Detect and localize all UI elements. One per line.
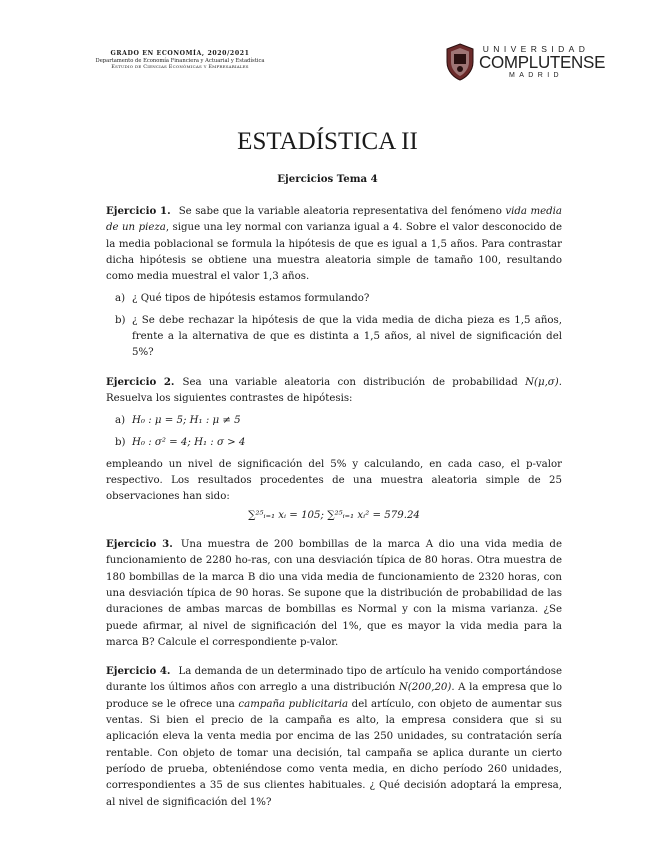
exercise-2-statement bbox=[106, 374, 562, 408]
list-item bbox=[106, 291, 562, 307]
header-degree: GRADO EN ECONOMÍA, 2020/2021 bbox=[110, 50, 250, 57]
exercise-2-items bbox=[106, 413, 562, 451]
page-subtitle: Ejercicios Tema 4 bbox=[277, 173, 378, 185]
list-item bbox=[106, 313, 562, 362]
exercise-2 bbox=[106, 374, 562, 524]
header-department: Departamento de Economía Financiera y Actuarial y Estadística bbox=[95, 57, 265, 64]
exercise-4 bbox=[106, 663, 562, 811]
exercise-3-statement bbox=[106, 536, 562, 651]
logo-complutense: COMPLUTENSE bbox=[479, 52, 606, 73]
exercise-4-emphasis: campaña publicitaria bbox=[238, 698, 349, 710]
item-marker: a) bbox=[115, 293, 126, 305]
crest-icon bbox=[443, 42, 477, 82]
header-faculty: Estudio de Ciencias Económicas y Empresariales bbox=[111, 64, 249, 71]
exercises bbox=[106, 203, 562, 823]
exercise-2-label: Ejercicio 2. bbox=[106, 375, 175, 388]
logo-universidad: UNIVERSIDAD bbox=[482, 44, 590, 54]
exercise-1-text-a: Se sabe que la variable aleatoria representativa del fenómeno bbox=[178, 206, 506, 217]
logo-madrid: MADRID bbox=[508, 72, 563, 79]
item-text: H₀ : μ = 5; H₁ : μ ≠ 5 bbox=[132, 415, 241, 427]
exercise-4-text-b: . A la empresa que lo produce se le ofrece una bbox=[106, 682, 562, 710]
exercise-2-formula: ∑²⁵ᵢ₌₁ xᵢ = 105; ∑²⁵ᵢ₌₁ xᵢ² = 579.24 bbox=[248, 509, 420, 521]
page-title: ESTADÍSTICA II bbox=[237, 128, 418, 155]
exercise-1-text-b: , sigue una ley normal con varianza igual a 4. Sobre el valor desconocido de la media poblacional se formula la hipótesis de que es igual a 1,5 años. Para contrastar dicha hipótesis se obtiene una muestra aleatoria simple de tamaño 100, resultando como media muestral el valor 1,3 años. bbox=[106, 222, 562, 283]
university-logo bbox=[443, 40, 606, 84]
item-marker: b) bbox=[115, 314, 126, 326]
list-item bbox=[106, 435, 562, 451]
exercise-2-text-b: . Resuelva los siguientes contrastes de hipótesis: bbox=[106, 376, 562, 404]
exercise-1-emphasis: vida media de un pieza bbox=[106, 206, 562, 234]
exercise-1-statement bbox=[106, 203, 562, 285]
exercise-3-label: Ejercicio 3. bbox=[106, 538, 173, 551]
exercise-3 bbox=[106, 536, 562, 651]
exercise-1-items bbox=[106, 291, 562, 361]
exercise-2-text-a: Sea una variable aleatoria con distribución de probabilidad bbox=[182, 376, 526, 388]
exercise-1 bbox=[106, 203, 562, 362]
exercise-4-text-a: La demanda de un determinado tipo de artículo ha venido comportándose durante los últimos años con arreglo a una distribución bbox=[106, 666, 562, 694]
item-text: H₀ : σ² = 4; H₁ : σ > 4 bbox=[132, 436, 246, 448]
list-item bbox=[106, 413, 562, 429]
logo-wordmark bbox=[479, 40, 606, 79]
exercise-3-text: Una muestra de 200 bombillas de la marca A dio una vida media de funcionamiento de 2280 ho-ras, con una desviación típica de 80 horas. Otra muestra de 180 bombillas de la marca B dio una vida media de funcionamiento de 2320 horas, con una desviación típica de 90 horas. Se supone que la distribución de probabilidad de las duraciones de ambas marcas de bombillas es Normal y con la misma varianza. ¿Se puede afirmar, al nivel de significación del 1%, que es mayor la vida media para la marca B? Calcule el correspondiente p-valor. bbox=[106, 539, 562, 648]
exercise-2-continuation: empleando un nivel de significación del 5% y calculando, en cada caso, el p-valor respectivo. Los resultados procedentes de una muestra aleatoria simple de 25 observaciones han sido: bbox=[106, 458, 562, 503]
exercise-4-statement bbox=[106, 663, 562, 811]
item-marker: a) bbox=[115, 415, 126, 427]
exercise-1-label: Ejercicio 1. bbox=[106, 205, 171, 217]
item-text: ¿ Se debe rechazar la hipótesis de que la vida media de dicha pieza es 1,5 años, frente a la alternativa de que es distinta a 1,5 años, al nivel de significación del 5%? bbox=[132, 314, 562, 359]
exercise-2-distribution: N(μ,σ) bbox=[525, 376, 559, 388]
exercise-4-text-c: del artículo, con objeto de aumentar sus ventas. Si bien el precio de la campaña es alto, la empresa considera que si su aplicación eleva la venta media por encima de las 250 unidades, su contratación sería rentable. Con objeto de tomar una decisión, tal campaña se aplica durante un cierto período de prueba, obteniéndose como venta media, en dicho período 260 unidades, correspondientes a 35 de sus clientes habituales. ¿ Qué decisión adoptará la empresa, al nivel de significación del 1%? bbox=[106, 698, 562, 808]
item-marker: b) bbox=[115, 436, 126, 448]
header-block bbox=[60, 50, 300, 71]
item-text: ¿ Qué tipos de hipótesis estamos formulando? bbox=[132, 293, 370, 305]
exercise-4-distribution: N(200,20) bbox=[398, 682, 452, 694]
exercise-4-label: Ejercicio 4. bbox=[106, 665, 171, 678]
